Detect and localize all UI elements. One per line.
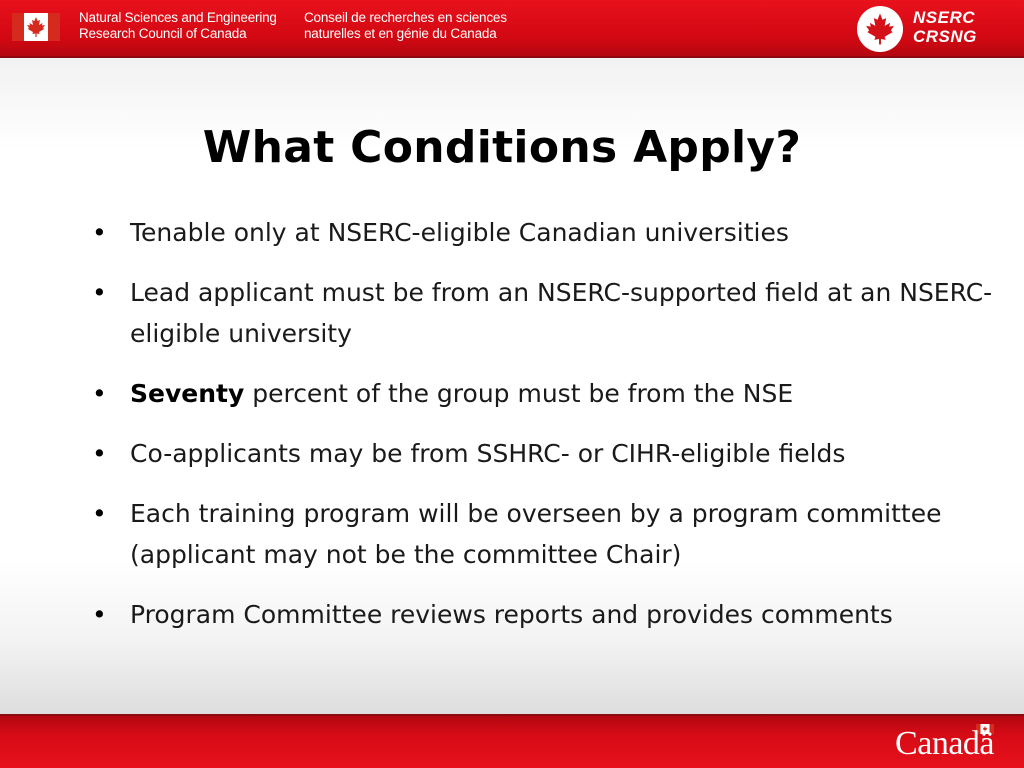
agency-name-french [304,10,507,42]
agency-name-english [79,10,277,42]
logo-line-2: CRSNG [913,27,977,46]
bullet-marker: • [92,278,107,307]
bullet-marker: • [92,218,107,247]
bullet-item [92,594,1012,635]
header-band [0,0,1024,58]
slide-title: What Conditions Apply? [202,122,802,173]
bullet-item [92,493,1012,575]
bullet-marker: • [92,499,107,528]
agency-name-french-line-1: Conseil de recherches en sciences [304,10,507,25]
logo-line-1: NSERC [913,8,976,27]
bullet-text: Co-applicants may be from SSHRC- or CIHR-eligible fields [130,439,846,468]
bullet-emphasis: Seventy [130,379,245,408]
bullet-marker: • [92,439,107,468]
agency-name-french-line-2: naturelles et en génie du Canada [304,26,497,41]
canada-wordmark: Canadä [895,725,994,762]
agency-name-english-line-2: Research Council of Canada [79,26,247,41]
nserc-logo-text [913,8,977,46]
nserc-logo-icon [857,6,903,52]
canada-flag-icon [12,13,60,41]
bullet-item [92,373,1012,414]
bullet-text: Each training program will be overseen by a program committee (applicant may not be the committee Chair) [130,499,942,569]
maple-leaf-icon [26,16,46,38]
bullet-text: percent of the group must be from the NSE [244,379,794,408]
bullet-text: Program Committee reviews reports and provides comments [130,600,893,629]
bullet-item [92,433,1012,474]
bullet-item [92,212,1012,253]
bullet-item [92,272,1012,354]
footer-band [0,714,1024,768]
bullet-list [92,212,1012,654]
bullet-marker: • [92,600,107,629]
agency-name-english-line-1: Natural Sciences and Engineering [79,10,277,25]
bullet-marker: • [92,379,107,408]
bullet-text: Tenable only at NSERC-eligible Canadian universities [130,218,789,247]
bullet-text: Lead applicant must be from an NSERC-supported field at an NSERC-eligible university [130,278,993,348]
logo-maple-leaf-icon [863,12,897,46]
